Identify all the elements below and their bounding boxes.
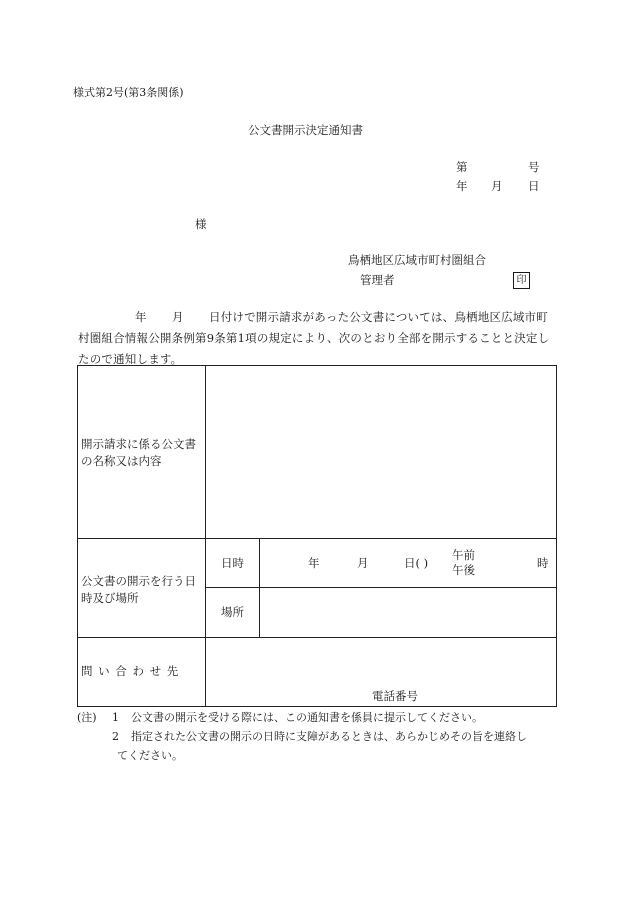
seal-mark: 印 xyxy=(513,272,530,289)
datetime-label: 日時 xyxy=(221,556,244,570)
pm-label: 午後 xyxy=(452,563,475,577)
am-label: 午前 xyxy=(452,548,475,562)
body-paragraph xyxy=(78,307,556,370)
document-title: 公文書開示決定通知書 xyxy=(248,123,363,137)
datetime-month: 月 xyxy=(357,556,369,570)
note-number: 1 xyxy=(112,711,119,724)
request-content-label: 開示請求に係る公文書の名称又は内容 xyxy=(81,437,196,468)
note-text: 指定された公文書の開示の日時に支障があるときは、あらかじめその旨を連絡し xyxy=(131,730,527,743)
body-year: 年 xyxy=(135,310,147,324)
body-text xyxy=(78,307,556,370)
note-text: 公文書の開示を受ける際には、この通知書を係員に提示してください。 xyxy=(131,711,483,724)
info-table xyxy=(77,365,557,707)
table-divider xyxy=(205,365,206,706)
table-divider xyxy=(259,538,260,637)
table-divider xyxy=(77,538,557,539)
doc-number-suffix: 号 xyxy=(528,160,540,174)
form-number: 様式第2号(第3条関係) xyxy=(73,86,184,99)
issuer-role: 管理者 xyxy=(360,273,395,287)
place-label: 場所 xyxy=(221,605,244,619)
doc-number-prefix: 第 xyxy=(456,160,468,174)
hour-label: 時 xyxy=(537,556,549,570)
notes-prefix: (注) xyxy=(77,711,97,724)
datetime-day: 日( ) xyxy=(404,556,429,570)
datetime-year: 年 xyxy=(308,556,320,570)
phone-label: 電話番号 xyxy=(372,689,418,703)
doc-date-day: 日 xyxy=(528,179,540,193)
doc-date-year: 年 xyxy=(456,179,468,193)
doc-date-month: 月 xyxy=(491,179,503,193)
note-number: 2 xyxy=(112,730,119,743)
disclosure-datetime-place-label: 公文書の開示を行う日時及び場所 xyxy=(81,574,196,605)
table-divider xyxy=(205,587,557,588)
contact-label: 問 い 合 わ せ 先 xyxy=(81,664,180,678)
body-month: 月 xyxy=(172,310,184,324)
note-text-continued: てください。 xyxy=(117,749,183,762)
addressee-honorific: 様 xyxy=(195,217,207,231)
issuer-organization: 鳥栖地区広域市町村圏組合 xyxy=(348,253,486,267)
table-divider xyxy=(77,637,557,638)
body-text-content: 日付けで開示請求があった公文書については、鳥栖地区広域市町村圏組合情報公開条例第9条第1項の規定により、次のとおり全部を開示することと決定したので通知します。 xyxy=(78,310,550,366)
